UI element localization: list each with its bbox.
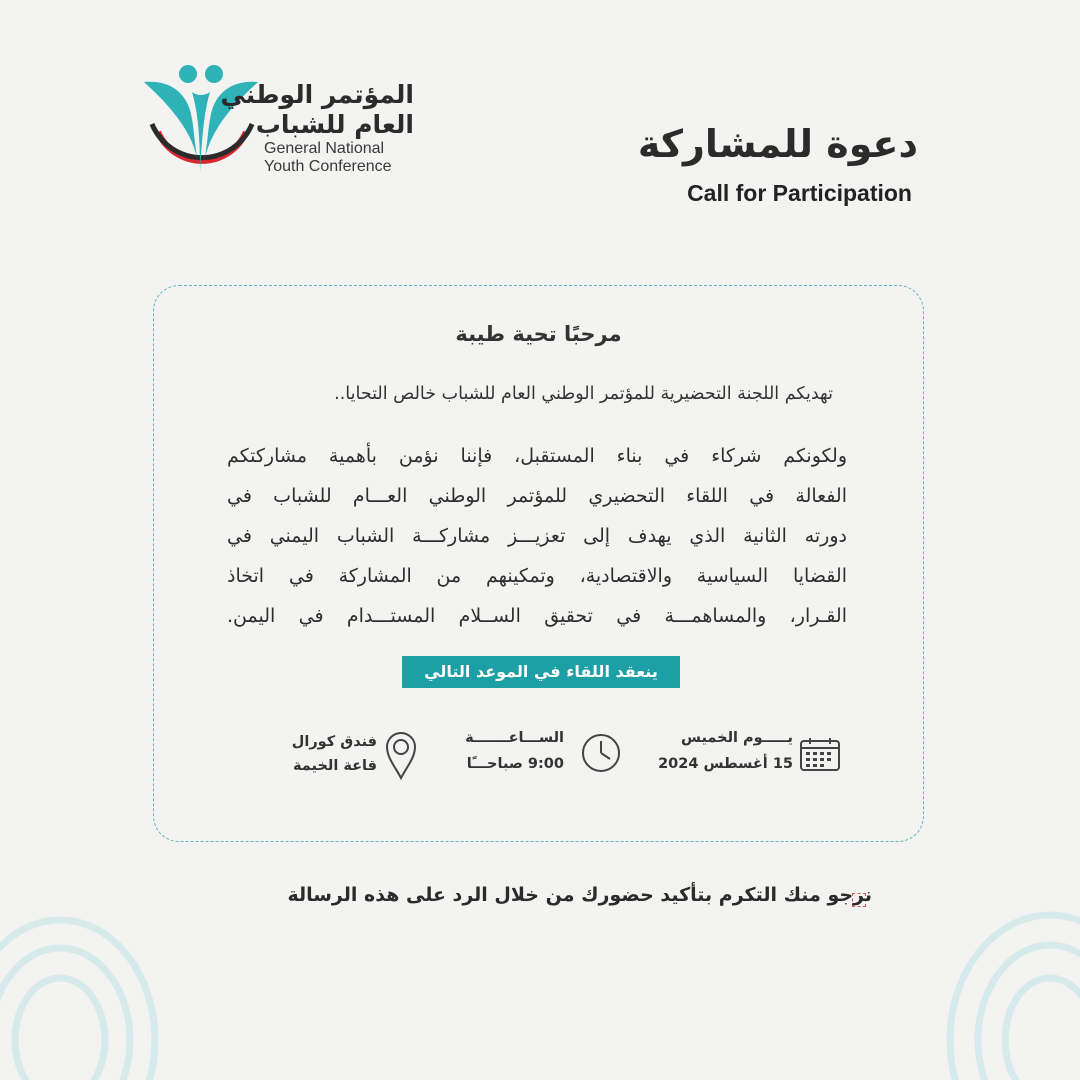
- body-line: دورته الثانية الذي يهدف إلى تعزيـــز مشاركـــة الشباب اليمني في: [227, 525, 847, 547]
- body-line: القضايا السياسية والاقتصادية، وتمكينهم من المشاركة في اتخاذ: [227, 565, 847, 587]
- logo-name-en-line1: General National: [264, 140, 385, 157]
- schedule-date: [649, 730, 849, 790]
- time-label: الســـاعـــــــة: [465, 730, 564, 746]
- invitation-body: [227, 436, 847, 636]
- clock-icon: [580, 732, 622, 774]
- date-day: يـــــوم الخميس: [681, 730, 793, 746]
- time-value: 9:00 صباحـــًا: [466, 756, 564, 772]
- location-hall: قاعة الخيمة: [293, 758, 377, 774]
- schedule-location: [280, 730, 425, 790]
- logo-name-ar-line1: المؤتمر الوطني: [220, 80, 414, 109]
- page-title-ar: دعوة للمشاركة: [637, 122, 918, 166]
- body-line: الفعالة في اللقاء التحضيري للمؤتمر الوطني العـــام للشباب في: [227, 485, 847, 507]
- body-line: ولكونكم شركاء في بناء المستقبل، فإننا نؤمن بأهمية مشاركتكم: [227, 445, 847, 467]
- rsvp-note: نرجو منك التكرم بتأكيد حضورك من خلال الرد على هذه الرسالة: [287, 884, 872, 906]
- date-value: 15 أغسطس 2024: [658, 756, 793, 772]
- intro-text: تهديكم اللجنة التحضيرية للمؤتمر الوطني العام للشباب خالص التحايا..: [334, 384, 833, 404]
- conference-logo: [140, 62, 414, 202]
- schedule-banner: ينعقد اللقاء في الموعد التالي: [402, 656, 680, 688]
- logo-name-en-line2: Youth Conference: [264, 158, 392, 175]
- body-line: القـرار، والمساهمـــة في تحقيق الســلام المستـــدام في اليمن.: [227, 605, 847, 627]
- location-pin-icon: [384, 730, 418, 780]
- invitation-card: [153, 285, 924, 842]
- greeting: مرحبًا تحية طيبة: [455, 322, 622, 346]
- location-venue: فندق كورال: [291, 734, 377, 750]
- schedule-time: [452, 730, 622, 790]
- logo-name-ar-line2: العام للشباب: [255, 110, 414, 139]
- page-title-en: Call for Participation: [687, 180, 912, 206]
- calendar-icon: [799, 736, 841, 772]
